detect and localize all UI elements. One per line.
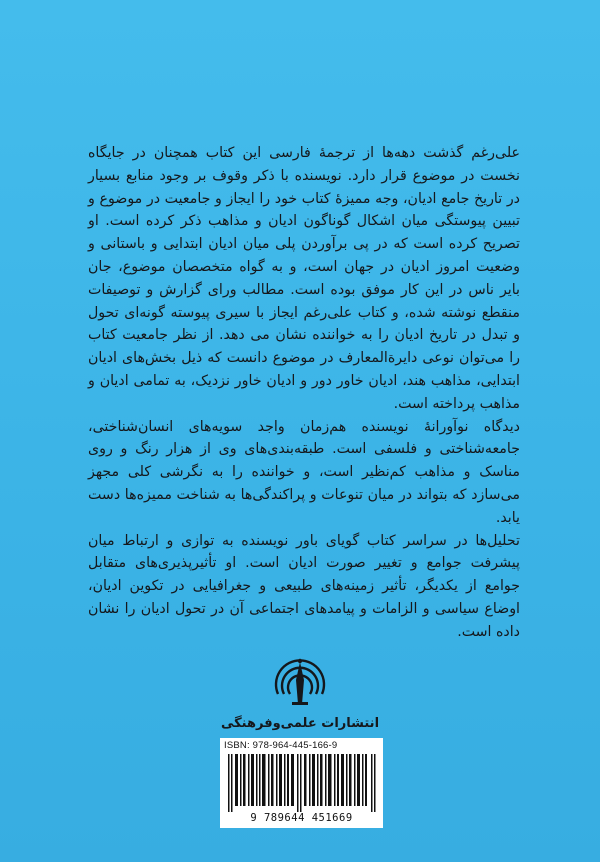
barcode-label xyxy=(220,738,383,828)
publisher-name: انتشارات علمی‌وفرهنگی xyxy=(220,716,380,731)
publisher-emblem-icon xyxy=(268,650,332,714)
blurb-paragraph-2: دیدگاه نوآورانهٔ نویسنده هم‌زمان واجد سویه‌های انسان‌شناختی، جامعه‌شناختی و فلسفی است. طبقه‌بندی‌های وی از هزار رنگ و روی مناسک و مذاهب کم‌نظیر است، و خواننده را به نگرشی کلی مجهز می‌سازد که بتواند در میان تنوعات و پراکندگی‌ها به شناخت ممیزه‌ها دست یابد. xyxy=(88,418,520,526)
barcode-digits: 9 789644 451669 xyxy=(250,812,353,824)
blurb-text xyxy=(88,142,520,644)
blurb-paragraph-3: تحلیل‌ها در سراسر کتاب گویای باور نویسنده به توازی و ارتباط میان پیشرفت جوامع و تغییر صورت ادیان است. او تأثیرپذیری‌های متقابل جوامع از یکدیگر، تأثیر زمینه‌های طبیعی و جغرافیایی در تکوین ادیان، اوضاع سیاسی و الزامات و پیامدهای اجتماعی آن در تحول ادیان را نشان داده است. xyxy=(88,532,520,640)
isbn-text: ISBN: 978-964-445-166-9 xyxy=(224,740,338,751)
blurb-paragraph-1: علی‌رغم گذشت دهه‌ها از ترجمهٔ فارسی این کتاب همچنان در جایگاه نخست در موضوع قرار دارد. نویسنده با ذکر وقوف بر وجود منابع بسیار در تاریخ جامع ادیان، وجه ممیزهٔ کتاب خود را ایجاز و جامعیت در موضوع و تبیین پیوستگی میان اشکال گوناگون ادیان و مذاهب ذکر کرده است. او تصریح کرده است که در پی برآوردن پلی میان ادیان ابتدایی و باستانی و وضعیت امروز ادیان در جهان است، و به گواه متخصصان موضوع، جان بایر ناس در این کار موفق بوده است. مطالب ورای گزارش و توصیفات منقطع نوشته شده، و کتاب علی‌رغم ایجاز با سیری پیوسته گونه‌ای تحول و تبدل در تاریخ ادیان را به خواننده نشان می دهد. از نظر جامعیت کتاب را می‌توان نوعی دایرة‌المعارف در موضوع دانست که ذیل بخش‌های ادیان ابتدایی، مذاهب هند، ادیان خاور دور و ادیان خاور نزدیک، به تمامی ادیان و مذاهب پرداخته است. xyxy=(88,145,520,412)
barcode-bars xyxy=(228,754,376,812)
